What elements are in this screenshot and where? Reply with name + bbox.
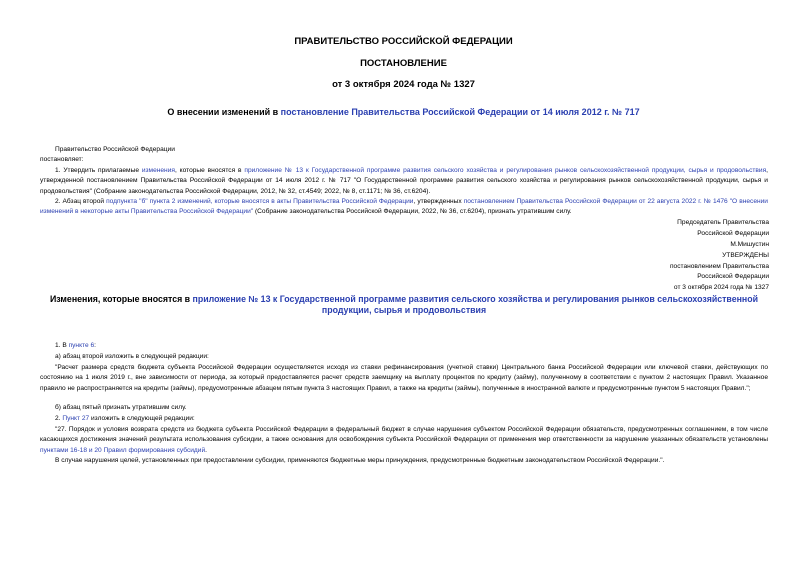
change2-body: "27. Порядок и условия возврата средств из бюджета субъекта Российской Федерации в федеральный бюджет в случае нарушения субъектом Российской Федерации обязательств, предусмотренных соглашением, в том числе касающихся достижения значений результата использования субсидии, а также основания для освобождения субъекта Российской Федерации от применения мер ответственности за нарушение указанных обязательств установлены bbox=[40, 426, 768, 444]
change2-link-point27[interactable]: Пункт 27 bbox=[62, 415, 90, 422]
subject-link[interactable]: постановление Правительства Российской Федерации от 14 июля 2012 г. № 717 bbox=[280, 107, 640, 117]
item1-text-c: , утвержденной постановлением Правительства Российской Федерации от 14 июля 2012 г. № 717 "О Государственной программе развития сельского хозяйства и регулирования рынков сельскохозяйственной продукции, сырья и продовольствия" (Собрание законодательства Российской Федерации, 2012, № 32, ст.4549; 2022, № 8, ст.1171; № 36, ст.6204). bbox=[40, 167, 768, 195]
date-number-heading: от 3 октября 2024 года № 1327 bbox=[332, 79, 475, 90]
approved-org: Российской Федерации bbox=[697, 273, 769, 280]
paragraph-item-1 bbox=[40, 166, 768, 197]
changes-title bbox=[40, 294, 768, 316]
change1-text-a: 1. В bbox=[55, 342, 69, 349]
document-type-heading: ПОСТАНОВЛЕНИЕ bbox=[360, 58, 447, 69]
item2-link-subitem[interactable]: подпункта "б" пункта 2 изменений, которые вносятся в акты Правительства Российской Федерации bbox=[106, 198, 414, 205]
item2-text-a: 2. Абзац второй bbox=[55, 198, 107, 205]
item2-text-b: , утвержденных bbox=[413, 198, 464, 205]
change-item-2-closing: В случае нарушения целей, установленных при предоставлении субсидии, применяются бюджетные меры принуждения, предусмотренные бюджетным законодательством Российской Федерации.". bbox=[55, 457, 665, 464]
item2-text-c: (Собрание законодательства Российской Федерации, 2022, № 36, ст.6204), признать утратившим силу. bbox=[253, 208, 572, 216]
document-subject bbox=[0, 107, 807, 117]
change1-text-b: : bbox=[94, 342, 96, 349]
item1-text-a: 1. Утвердить прилагаемые bbox=[55, 167, 142, 174]
change2-text-a: 2. bbox=[55, 415, 63, 422]
approved-date: от 3 октября 2024 года № 1327 bbox=[673, 284, 769, 291]
preamble-decides: постановляет: bbox=[40, 156, 84, 163]
preamble-government: Правительство Российской Федерации bbox=[55, 146, 175, 153]
change1-link-point6[interactable]: пункте 6 bbox=[68, 342, 95, 349]
item1-link-appendix[interactable]: приложение № 13 к Государственной программе развития сельского хозяйства и регулирования рынков сельскохозяйственной продукции, сырья и продовольствия bbox=[244, 167, 767, 174]
change2-body-end: . bbox=[205, 446, 207, 454]
item1-text-b: , которые вносятся в bbox=[174, 167, 245, 174]
change2-link-rules[interactable]: пунктами 16-18 и 20 Правил формирования субсидий bbox=[40, 446, 206, 454]
approved-label: УТВЕРЖДЕНЫ bbox=[722, 252, 769, 259]
signer-name: М.Мишустин bbox=[730, 241, 769, 248]
paragraph-item-2 bbox=[40, 197, 768, 218]
item2-link-resolution[interactable]: постановлением Правительства Российской Федерации от 22 августа 2022 г. № 1476 "О внесении изменений в некоторые акты Правительства Российской Федерации" bbox=[40, 198, 768, 216]
change-item-1 bbox=[55, 341, 755, 351]
change-item-1a-text: "Расчет размера средств бюджета субъекта Российской Федерации осуществляется исходя из ставки рефинансирования (учетной ставки) Центрального банка Российской Федерации или ключевой ставки, действующих по состоянию на 1 июля 2019 г., вне зависимости от периода, за который предоставляется расчет средств заемщику на выплату процентов по кредиту (займу), полученному в соответствии с пунктом 2 настоящих Правил. Указанное правило не распространяется на кредиты (займы), предусмотренные абзацем пятым пункта 3 настоящих Правил, а также на кредиты (займы), полученные в иностранной валюте и предусмотренные пунктом 5 настоящих Правил."; bbox=[40, 364, 768, 392]
change-item-1a: а) абзац второй изложить в следующей редакции: bbox=[55, 353, 209, 360]
change-item-1b: б) абзац пятый признать утратившим силу. bbox=[55, 404, 187, 411]
change-item-2-text bbox=[40, 425, 768, 456]
change2-text-b: изложить в следующей редакции: bbox=[89, 415, 195, 422]
change-item-2 bbox=[55, 414, 755, 424]
issuer-heading: ПРАВИТЕЛЬСТВО РОССИЙСКОЙ ФЕДЕРАЦИИ bbox=[294, 36, 513, 47]
changes-title-prefix: Изменения, которые вносятся в bbox=[49, 294, 193, 304]
signer-title-1: Председатель Правительства bbox=[677, 219, 769, 226]
changes-title-link[interactable]: приложение № 13 к Государственной программе развития сельского хозяйства и регулирования рынков сельскохозяйственной продукции, сырья и продовольствия bbox=[192, 294, 759, 315]
item1-link-changes[interactable]: изменения bbox=[141, 167, 175, 174]
signer-title-2: Российской Федерации bbox=[697, 230, 769, 237]
subject-prefix: О внесении изменений в bbox=[167, 107, 281, 117]
approved-by: постановлением Правительства bbox=[669, 263, 769, 270]
